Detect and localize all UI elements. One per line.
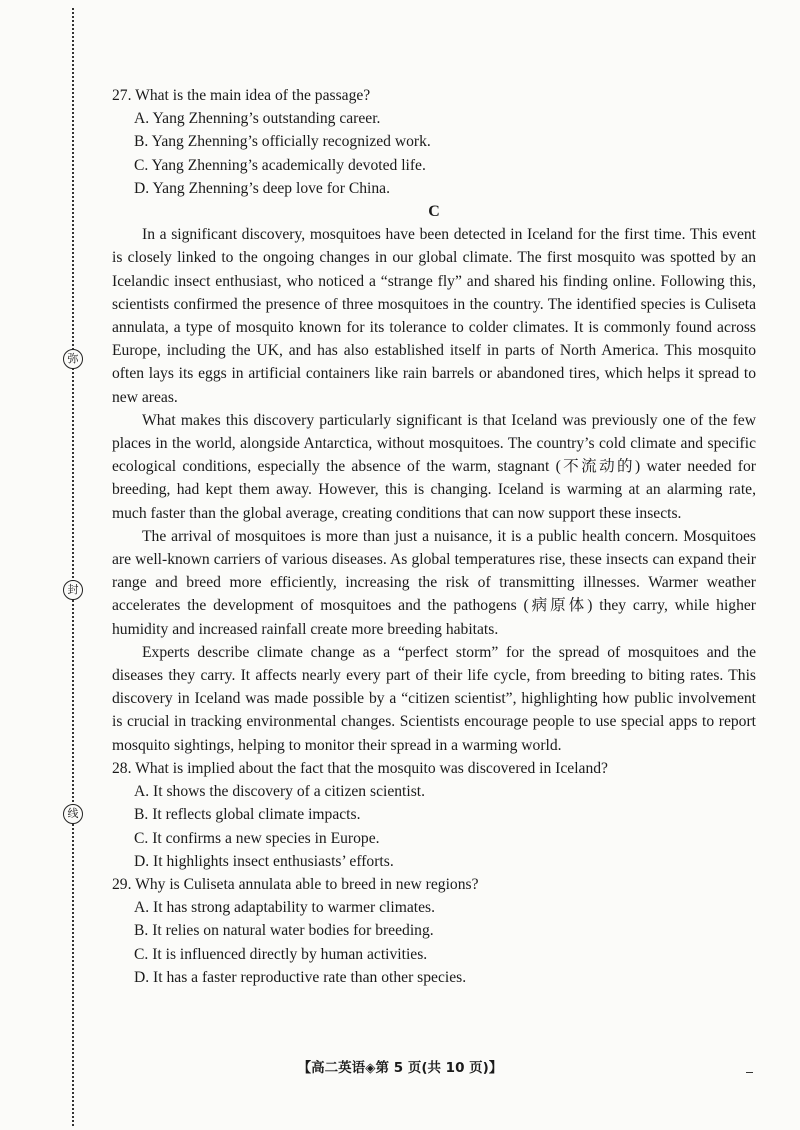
binding-dotted-line xyxy=(72,8,74,1126)
seal-mi: 弥 xyxy=(63,349,83,369)
paragraph: Experts describe climate change as a “perfect storm” for the spread of mosquitoes and the diseases they carry. It affects nearly every part of their life cycle, from breeding to biting rates. This discovery in Iceland was made possible by a “citizen scientist”, highlighting how public involvement is crucial in tracking environmental changes. Scientists encourage people to use special apps to report mosquito sightings, helping to monitor their spread in a warming world. xyxy=(112,643,756,754)
paragraph: What makes this discovery particularly significant is that Iceland was previously one of the few places in the world, alongside Antarctica, without mosquitoes. The country’s cold climate and specific ecological conditions, especially the absence of the warm, stagnant (不流动的) water needed for breeding, had kept them away. However, this is changing. Iceland is warming at an alarming rate, much faster than the global average, creating conditions that can now support these insects. xyxy=(112,411,756,522)
option-c: C. It confirms a new species in Europe. xyxy=(134,829,380,847)
option-a: A. Yang Zhenning’s outstanding career. xyxy=(134,110,381,128)
question-27 xyxy=(112,84,756,200)
seal-feng: 封 xyxy=(63,580,83,600)
option-d: D. It has a faster reproductive rate than other species. xyxy=(134,968,467,986)
seal-xian: 线 xyxy=(63,804,83,824)
passage-c xyxy=(112,223,756,757)
option-a: A. It shows the discovery of a citizen scientist. xyxy=(134,783,426,801)
option-b: B. Yang Zhenning’s officially recognized work. xyxy=(134,133,431,151)
option-c: C. It is influenced directly by human activities. xyxy=(134,945,428,963)
question-28 xyxy=(112,757,756,873)
paragraph: In a significant discovery, mosquitoes have been detected in Iceland for the first time. This event is closely linked to the ongoing changes in our global climate. The first mosquito was spotted by an Icelandic insect enthusiast, who noticed a “strange fly” and shared his finding online. Following this, scientists confirmed the presence of three mosquitoes in the country. The identified species is Culiseta annulata, a type of mosquito known for its tolerance to colder climates. It is commonly found across Europe, including the UK, and has also established itself in parts of North America. This mosquito often lays its eggs in artificial containers like rain barrels or abandoned tires, which helps it spread to new areas. xyxy=(112,226,756,406)
corner-mark xyxy=(746,1072,753,1073)
option-c: C. Yang Zhenning’s academically devoted life. xyxy=(134,156,426,174)
option-b: B. It reflects global climate impacts. xyxy=(134,806,361,824)
question-stem: 28. What is implied about the fact that the mosquito was discovered in Iceland? xyxy=(112,759,608,777)
question-29 xyxy=(112,873,756,989)
question-stem: 29. Why is Culiseta annulata able to breed in new regions? xyxy=(112,875,479,893)
option-a: A. It has strong adaptability to warmer climates. xyxy=(134,899,435,917)
page-content xyxy=(112,84,756,989)
page-footer: 【高二英语◈第 5 页(共 10 页)】 xyxy=(297,1060,503,1076)
paragraph: The arrival of mosquitoes is more than just a nuisance, it is a public health concern. Mosquitoes are well-known carriers of various diseases. As global temperatures rise, these insects can expand their range and breed more efficiently, increasing the risk of transmitting illnesses. Warmer weather accelerates the development of mosquitoes and the pathogens (病原体) they carry, while higher humidity and increased rainfall create more breeding habitats. xyxy=(112,527,756,638)
question-stem: 27. What is the main idea of the passage? xyxy=(112,87,371,104)
section-title: C xyxy=(428,203,440,221)
option-d: D. It highlights insect enthusiasts’ efforts. xyxy=(134,852,394,870)
option-d: D. Yang Zhenning’s deep love for China. xyxy=(134,179,390,197)
option-b: B. It relies on natural water bodies for breeding. xyxy=(134,922,434,940)
